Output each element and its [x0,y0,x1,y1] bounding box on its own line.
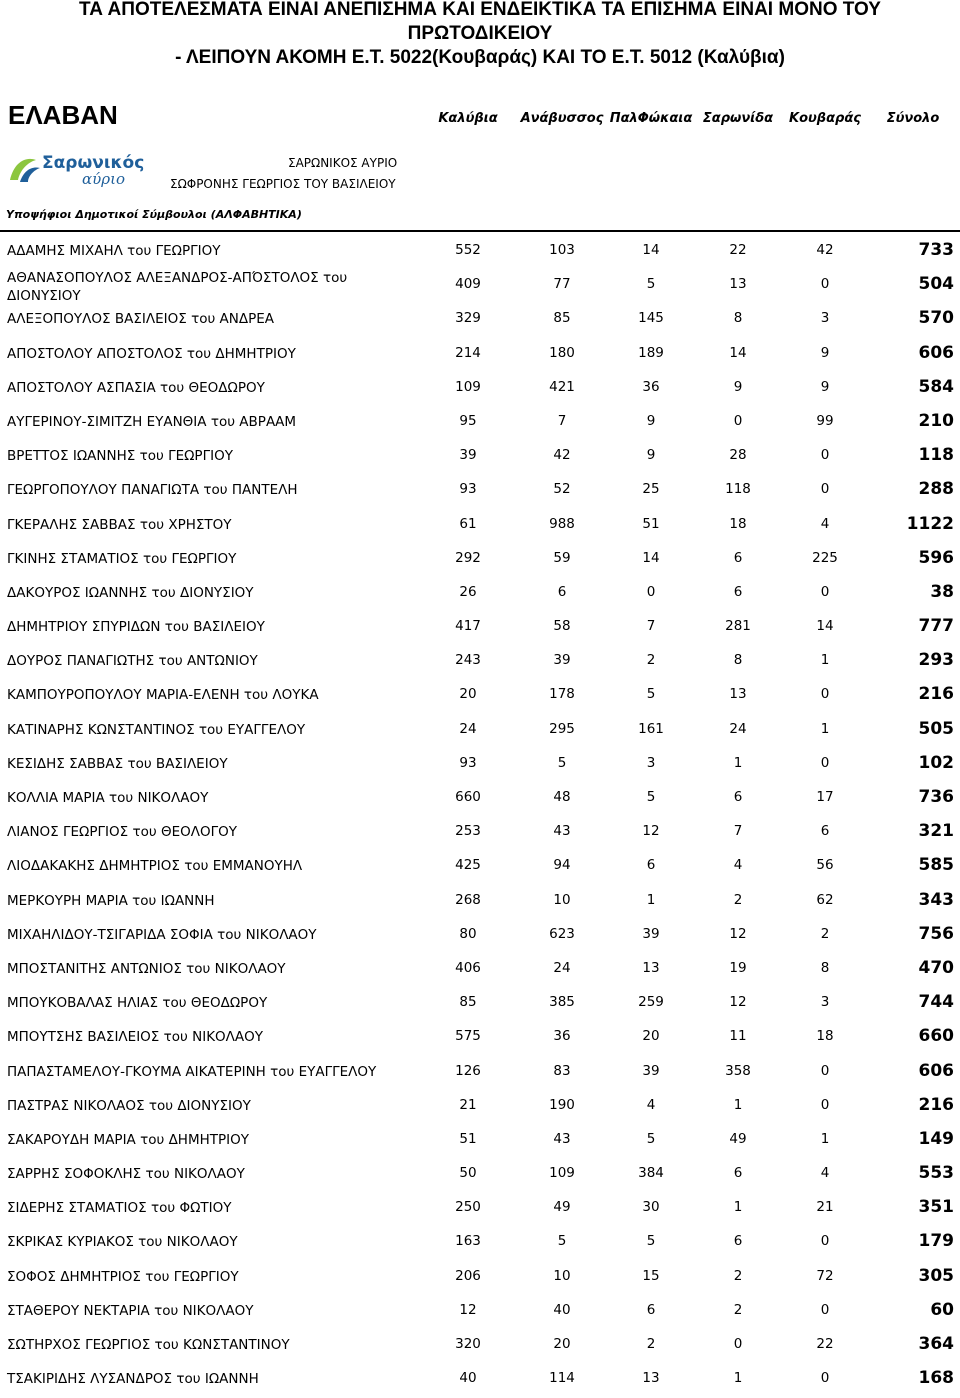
candidate-name: ΔΑΚΟΥΡΟΣ ΙΩΑΝΝΗΣ του ΔΙΟΝΥΣΙΟΥ [7,584,254,601]
vote-cell: 22 [729,242,747,258]
vote-cell: 85 [553,310,571,327]
vote-cell: 2 [733,1301,743,1318]
vote-cell: 51 [642,515,660,532]
table-row [0,370,960,404]
vote-cell: 406 [455,959,481,976]
vote-cell: 5 [646,1130,656,1147]
candidate-name: ΒΡΕΤΤΟΣ ΙΩΑΝΝΗΣ του ΓΕΩΡΓΙΟΥ [7,448,233,465]
vote-cell: 14 [729,344,747,361]
candidate-name: ΚΕΣΙΔΗΣ ΣΑΒΒΑΣ του ΒΑΣΙΛΕΙΟΥ [7,755,228,772]
total-cell: 756 [918,923,954,944]
table-row [0,1054,960,1088]
vote-cell: 243 [455,652,481,669]
vote-cell: 1 [820,720,830,737]
total-cell: 584 [918,376,954,397]
candidate-name: ΣΤΑΘΕΡΟΥ ΝΕΚΤΑΡΙΑ του ΝΙΚΟΛΑΟΥ [7,1302,254,1319]
table-row [0,404,960,438]
total-cell: 216 [918,1094,954,1115]
vote-cell: 24 [459,720,477,737]
vote-cell: 20 [459,686,477,703]
party-name: ΣΑΡΩΝΙΚΟΣ ΑΥΡΙΟ [288,156,398,170]
vote-cell: 6 [733,1165,743,1182]
column-header-kouvaras: Κουβαράς [789,111,861,126]
vote-cell: 552 [455,242,481,258]
table-row [0,267,960,305]
vote-cell: 114 [549,1370,575,1387]
vote-cell: 5 [646,789,656,805]
vote-cell: 421 [549,378,575,395]
vote-cell: 49 [553,1199,571,1216]
vote-cell: 103 [549,242,575,258]
total-cell: 505 [918,718,954,739]
table-row [0,609,960,643]
vote-cell: 1 [733,1096,743,1113]
vote-cell: 8 [820,959,830,976]
vote-cell: 94 [553,857,571,874]
total-cell: 118 [918,445,954,466]
logo-subtitle: αύριο [82,170,125,188]
vote-cell: 40 [553,1301,571,1318]
vote-cell: 7 [733,823,743,840]
total-cell: 585 [918,855,954,876]
vote-cell: 660 [455,789,481,805]
vote-cell: 0 [733,1336,743,1352]
vote-cell: 2 [646,1336,656,1352]
table-row [0,575,960,609]
total-cell: 288 [918,479,954,500]
table-row [0,1156,960,1190]
vote-cell: 575 [455,1028,481,1045]
total-cell: 553 [918,1163,954,1184]
vote-cell: 24 [553,959,571,976]
candidate-name: ΛΙΟΔΑΚΑΚΗΣ ΔΗΜΗΤΡΙΟΣ του ΕΜΜΑΝΟΥΗΛ [7,858,303,875]
vote-cell: 4 [820,515,830,532]
total-cell: 216 [918,684,954,705]
table-row [0,1088,960,1122]
vote-cell: 214 [455,344,481,361]
table-row [0,917,960,951]
vote-cell: 5 [646,276,656,293]
column-header-saronida: Σαρωνίδα [702,111,774,126]
vote-cell: 8 [733,652,743,669]
vote-cell: 259 [638,994,664,1011]
total-cell: 351 [918,1197,954,1218]
vote-cell: 161 [638,720,664,737]
candidate-name: ΜΕΡΚΟΥΡΗ ΜΑΡΙΑ του ΙΩΑΝΝΗ [7,892,215,909]
vote-cell: 3 [646,754,656,771]
total-cell: 570 [918,308,954,329]
vote-cell: 25 [642,481,660,498]
total-cell: 470 [918,957,954,978]
total-cell: 736 [918,787,954,807]
vote-cell: 0 [646,583,656,600]
candidate-name: ΑΠΟΣΤΟΛΟΥ ΑΠΟΣΤΟΛΟΣ του ΔΗΜΗΤΡΙΟΥ [7,345,296,362]
vote-cell: 425 [455,857,481,874]
vote-cell: 59 [553,549,571,566]
vote-cell: 5 [646,686,656,703]
vote-cell: 85 [459,994,477,1011]
vote-cell: 409 [455,276,481,293]
vote-cell: 0 [820,583,830,600]
total-cell: 60 [930,1299,954,1320]
candidate-name: ΠΑΣΤΡΑΣ ΝΙΚΟΛΑΟΣ του ΔΙΟΝΥΣΙΟΥ [7,1097,251,1114]
vote-cell: 384 [638,1165,664,1182]
page-heading: ΕΛΑΒΑΝ [8,100,118,130]
vote-cell: 17 [816,789,834,805]
vote-cell: 56 [816,857,834,874]
table-row [0,1327,960,1361]
vote-cell: 292 [455,549,481,566]
vote-cell: 385 [549,994,575,1011]
vote-cell: 0 [820,481,830,498]
vote-cell: 9 [733,378,743,395]
vote-cell: 988 [549,515,575,532]
total-cell: 733 [918,240,954,260]
table-row [0,301,960,335]
vote-cell: 39 [553,652,571,669]
candidate-name: ΜΠΟΥΚΟΒΑΛΑΣ ΗΛΙΑΣ του ΘΕΟΔΩΡΟΥ [7,995,268,1012]
vote-cell: 145 [638,310,664,327]
vote-cell: 36 [642,378,660,395]
table-row [0,1122,960,1156]
vote-cell: 12 [642,823,660,840]
vote-cell: 61 [459,515,477,532]
vote-cell: 42 [553,447,571,464]
vote-cell: 18 [816,1028,834,1045]
vote-cell: 10 [553,891,571,908]
candidate-name: ΑΘΑΝΑΣΟΠΟΥΛΟΣ ΑΛΕΞΑΝΔΡΟΣ-ΑΠΌΣΤΟΛΟΣ του ΔΙΟΝΥΣΙΟΥ [7,270,348,305]
table-row [0,336,960,370]
vote-cell: 8 [733,310,743,327]
vote-cell: 0 [820,1096,830,1113]
vote-cell: 52 [553,481,571,498]
vote-cell: 109 [549,1165,575,1182]
vote-cell: 189 [638,344,664,361]
vote-cell: 1 [646,891,656,908]
candidate-name: ΚΑΜΠΟΥΡΟΠΟΥΛΟΥ ΜΑΡΙΑ-ΕΛΕΝΗ του ΛΟΥΚΑ [7,687,319,704]
vote-cell: 13 [729,686,747,703]
candidate-name: ΠΑΠΑΣΤΑΜΕΛΟΥ-ΓΚΟΥΜΑ ΑΙΚΑΤΕΡΙΝΗ του ΕΥΑΓΓΕΛΟΥ [7,1063,377,1080]
party-logo [6,150,145,188]
notice-line-2: ΠΡΩΤΟΔΙΚΕΙΟΥ [407,23,553,44]
vote-cell: 5 [557,1233,567,1250]
column-header-total: Σύνολο [886,111,940,126]
vote-cell: 43 [553,823,571,840]
candidate-name: ΔΗΜΗΤΡΙΟΥ ΣΠΥΡΙΔΩΝ του ΒΑΣΙΛΕΙΟΥ [7,619,265,636]
table-row [0,507,960,541]
vote-cell: 2 [733,1267,743,1284]
candidates-subheading: Υποψήφιοι Δημοτικοί Σύμβουλοι (ΑΛΦΑΒΗΤΙΚΑ) [6,208,302,221]
vote-cell: 163 [455,1233,481,1250]
vote-cell: 3 [820,994,830,1011]
vote-cell: 36 [553,1028,571,1045]
vote-cell: 93 [459,754,477,771]
candidate-name: ΣΑΚΑΡΟΥΔΗ ΜΑΡΙΑ του ΔΗΜΗΤΡΙΟΥ [7,1131,249,1148]
vote-cell: 6 [733,583,743,600]
table-row [0,1293,960,1327]
vote-cell: 6 [557,583,567,600]
notice-line-3: - ΛΕΙΠΟΥΝ ΑΚΟΜΗ Ε.Τ. 5022(Κουβαράς) ΚΑΙ ΤΟ Ε.Τ. 5012 (Καλύβια) [175,47,785,68]
vote-cell: 268 [455,891,481,908]
vote-cell: 295 [549,720,575,737]
table-row [0,780,960,814]
total-cell: 606 [918,1060,954,1081]
candidate-name: ΣΑΡΡΗΣ ΣΟΦΟΚΛΗΣ του ΝΙΚΟΛΑΟΥ [7,1166,245,1183]
table-row [0,985,960,1019]
vote-cell: 28 [729,447,747,464]
vote-cell: 51 [459,1130,477,1147]
candidate-name: ΚΟΛΛΙΑ ΜΑΡΙΑ του ΝΙΚΟΛΑΟΥ [7,790,209,806]
vote-cell: 2 [733,891,743,908]
vote-cell: 12 [729,925,747,942]
table-row [0,1224,960,1258]
vote-cell: 0 [820,1233,830,1250]
vote-cell: 42 [816,242,834,258]
candidate-name: ΔΟΥΡΟΣ ΠΑΝΑΓΙΩΤΗΣ του ΑΝΤΩΝΙΟΥ [7,653,258,670]
vote-cell: 83 [553,1062,571,1079]
vote-cell: 250 [455,1199,481,1216]
vote-cell: 4 [820,1165,830,1182]
table-row [0,677,960,711]
vote-cell: 0 [733,412,743,429]
vote-cell: 12 [729,994,747,1011]
candidate-name: ΛΙΑΝΟΣ ΓΕΩΡΓΙΟΣ του ΘΕΟΛΟΓΟΥ [7,824,237,841]
vote-cell: 6 [646,857,656,874]
vote-cell: 11 [729,1028,747,1045]
candidate-name: ΣΩΤΗΡΧΟΣ ΓΕΩΡΓΙΟΣ του ΚΩΝΣΤΑΝΤΙΝΟΥ [7,1337,290,1353]
vote-cell: 39 [642,1062,660,1079]
candidate-name: ΑΔΑΜΗΣ ΜΙΧΑΗΛ του ΓΕΩΡΓΙΟΥ [7,243,221,259]
vote-cell: 1 [733,1370,743,1387]
vote-cell: 623 [549,925,575,942]
vote-cell: 72 [816,1267,834,1284]
vote-cell: 178 [549,686,575,703]
party-leader: ΣΩΦΡΟΝΗΣ ΓΕΩΡΓΙΟΣ ΤΟΥ ΒΑΣΙΛΕΙΟΥ [170,177,396,191]
total-cell: 168 [918,1368,954,1389]
vote-cell: 80 [459,925,477,942]
total-cell: 179 [918,1231,954,1252]
candidate-name: ΑΛΕΞΟΠΟΥΛΟΣ ΒΑΣΙΛΕΙΟΣ του ΑΝΔΡΕΑ [7,311,275,328]
candidate-name: ΜΠΟΥΤΣΗΣ ΒΑΣΙΛΕΙΟΣ του ΝΙΚΟΛΑΟΥ [7,1029,264,1046]
column-header-anavyssos: Ανάβυσσος [520,111,604,126]
vote-cell: 358 [725,1062,751,1079]
table-row [0,814,960,848]
vote-cell: 20 [642,1028,660,1045]
vote-cell: 40 [459,1370,477,1387]
vote-cell: 225 [812,549,838,566]
vote-cell: 109 [455,378,481,395]
vote-cell: 190 [549,1096,575,1113]
candidate-name: ΓΚΙΝΗΣ ΣΤΑΜΑΤΙΟΣ του ΓΕΩΡΓΙΟΥ [7,550,237,567]
vote-cell: 1 [820,652,830,669]
vote-cell: 0 [820,276,830,293]
vote-cell: 9 [820,344,830,361]
vote-cell: 13 [642,959,660,976]
vote-cell: 62 [816,891,834,908]
vote-cell: 14 [642,242,660,258]
vote-cell: 14 [642,549,660,566]
candidate-name: ΜΠΟΣΤΑΝΙΤΗΣ ΑΝΤΩΝΙΟΣ του ΝΙΚΟΛΑΟΥ [7,960,286,977]
table-row [0,233,960,267]
vote-cell: 0 [820,1301,830,1318]
vote-cell: 24 [729,720,747,737]
vote-cell: 30 [642,1199,660,1216]
candidate-name: ΓΕΩΡΓΟΠΟΥΛΟΥ ΠΑΝΑΓΙΩΤΑ του ΠΑΝΤΕΛΗ [7,482,298,499]
table-row [0,746,960,780]
vote-cell: 18 [729,515,747,532]
vote-cell: 126 [455,1062,481,1079]
candidate-name: ΓΚΕΡΑΛΗΣ ΣΑΒΒΑΣ του ΧΡΗΣΤΟΥ [7,516,232,533]
total-cell: 1122 [906,513,954,534]
candidate-name: ΣΟΦΟΣ ΔΗΜΗΤΡΙΟΣ του ΓΕΩΡΓΙΟΥ [7,1268,239,1285]
total-cell: 149 [918,1128,954,1149]
vote-cell: 58 [553,618,571,635]
header-divider [0,230,960,232]
table-row [0,712,960,746]
vote-cell: 43 [553,1130,571,1147]
table-row [0,883,960,917]
vote-cell: 9 [646,412,656,429]
total-cell: 777 [918,616,954,637]
vote-cell: 0 [820,754,830,771]
vote-cell: 22 [816,1336,834,1352]
vote-cell: 118 [725,481,751,498]
vote-cell: 49 [729,1130,747,1147]
vote-cell: 0 [820,447,830,464]
candidate-name: ΚΑΤΙΝΑΡΗΣ ΚΩΝΣΤΑΝΤΙΝΟΣ του ΕΥΑΓΓΕΛΟΥ [7,721,306,738]
candidate-name: ΜΙΧΑΗΛΙΔΟΥ-ΤΣΙΓΑΡΙΔΑ ΣΟΦΙΑ του ΝΙΚΟΛΑΟΥ [7,926,317,943]
total-cell: 305 [918,1265,954,1286]
candidate-name: ΑΠΟΣΤΟΛΟΥ ΑΣΠΑΣΙΑ του ΘΕΟΔΩΡΟΥ [7,379,265,396]
vote-cell: 180 [549,344,575,361]
vote-cell: 15 [642,1267,660,1284]
vote-cell: 4 [733,857,743,874]
total-cell: 504 [918,274,954,295]
results-notice [0,0,960,70]
total-cell: 321 [918,821,954,842]
vote-cell: 0 [820,1062,830,1079]
total-cell: 343 [918,889,954,910]
vote-cell: 21 [459,1096,477,1113]
vote-cell: 1 [820,1130,830,1147]
vote-cell: 0 [820,686,830,703]
vote-cell: 1 [733,754,743,771]
candidate-name: ΣΙΔΕΡΗΣ ΣΤΑΜΑΤΙΟΣ του ΦΩΤΙΟΥ [7,1200,232,1217]
vote-cell: 93 [459,481,477,498]
vote-cell: 1 [733,1199,743,1216]
total-cell: 38 [930,581,954,602]
vote-cell: 0 [820,1370,830,1387]
vote-cell: 10 [553,1267,571,1284]
candidate-name: ΑΥΓΕΡΙΝΟΥ-ΣΙΜΙΤΖΗ ΕΥΑΝΘΙΑ του ΑΒΡΑΑΜ [7,413,297,430]
vote-cell: 7 [557,412,567,429]
candidates-table [0,233,960,1395]
vote-cell: 206 [455,1267,481,1284]
candidate-name: ΤΣΑΚΙΡΙΔΗΣ ΛΥΣΑΝΔΡΟΣ του ΙΩΑΝΝΗ [7,1371,259,1388]
vote-cell: 48 [553,789,571,805]
table-row [0,643,960,677]
column-header-palaia-fokaia: ΠαλΦώκαια [609,111,693,126]
vote-cell: 19 [729,959,747,976]
vote-cell: 253 [455,823,481,840]
column-header-kalyvia: Καλύβια [438,111,498,126]
vote-cell: 39 [459,447,477,464]
table-row [0,848,960,882]
vote-cell: 14 [816,618,834,635]
table-row [0,1361,960,1395]
vote-cell: 5 [557,754,567,771]
table-row [0,1259,960,1293]
table-row [0,1019,960,1053]
total-cell: 744 [918,992,954,1013]
vote-cell: 2 [820,925,830,942]
total-cell: 102 [918,752,954,773]
logo-title: Σαρωνικός [42,153,145,173]
vote-cell: 417 [455,618,481,635]
total-cell: 364 [918,1334,954,1354]
vote-cell: 7 [646,618,656,635]
notice-line-1: ΤΑ ΑΠΟΤΕΛΕΣΜΑΤΑ ΕΙΝΑΙ ΑΝΕΠΙΣΗΜΑ ΚΑΙ ΕΝΔΕΙΚΤΙΚΑ ΤΑ ΕΠΙΣΗΜΑ ΕΙΝΑΙ ΜΟΝΟ ΤΟΥ [79,0,881,20]
vote-cell: 6 [733,549,743,566]
vote-cell: 77 [553,276,571,293]
vote-cell: 6 [646,1301,656,1318]
candidate-name: ΣΚΡΙΚΑΣ ΚΥΡΙΑΚΟΣ του ΝΙΚΟΛΑΟΥ [7,1234,238,1251]
vote-cell: 6 [733,1233,743,1250]
vote-cell: 26 [459,583,477,600]
vote-cell: 50 [459,1165,477,1182]
vote-cell: 39 [642,925,660,942]
total-cell: 210 [918,410,954,431]
vote-cell: 12 [459,1301,477,1318]
total-cell: 293 [918,650,954,671]
vote-cell: 3 [820,310,830,327]
vote-cell: 329 [455,310,481,327]
vote-cell: 99 [816,412,834,429]
vote-cell: 13 [642,1370,660,1387]
vote-cell: 2 [646,652,656,669]
vote-cell: 6 [733,789,743,805]
vote-cell: 9 [820,378,830,395]
vote-cell: 20 [553,1336,571,1352]
vote-cell: 281 [725,618,751,635]
vote-cell: 13 [729,276,747,293]
party-block [160,153,470,195]
table-row [0,951,960,985]
vote-cell: 21 [816,1199,834,1216]
table-row [0,438,960,472]
table-row [0,472,960,506]
vote-cell: 95 [459,412,477,429]
vote-cell: 6 [820,823,830,840]
vote-cell: 5 [646,1233,656,1250]
total-cell: 606 [918,342,954,363]
table-row [0,541,960,575]
vote-cell: 320 [455,1336,481,1352]
vote-cell: 4 [646,1096,656,1113]
vote-cell: 9 [646,447,656,464]
table-row [0,1190,960,1224]
total-cell: 596 [918,547,954,568]
total-cell: 660 [918,1026,954,1047]
